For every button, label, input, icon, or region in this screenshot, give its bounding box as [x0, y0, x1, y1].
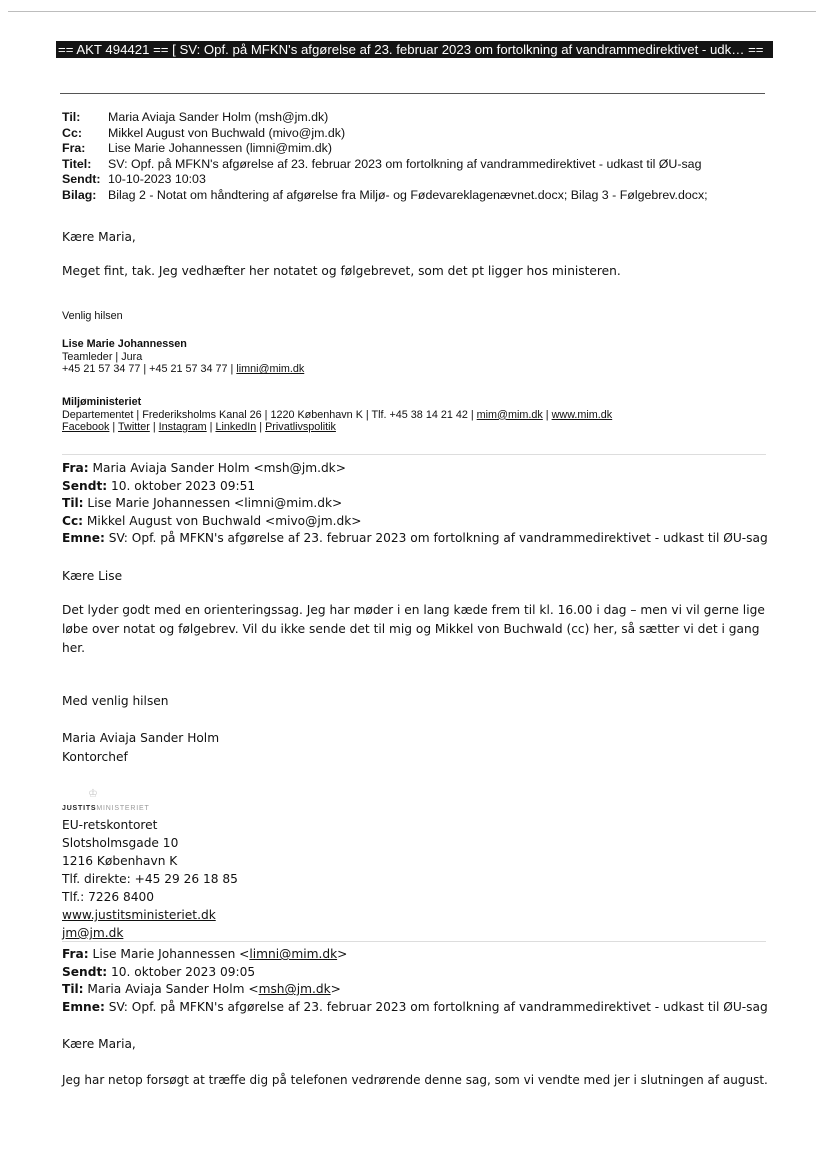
msg3-header — [62, 946, 768, 1016]
msg2-sig-title: Kontorchef — [62, 750, 128, 764]
msg3-from-label: Fra: — [62, 947, 89, 961]
logo-light-text: MINISTERIET — [96, 805, 150, 812]
msg3-to-post: > — [330, 982, 341, 997]
msg2-subject-label: Emne: — [62, 531, 105, 546]
crown-icon: ♔ — [88, 787, 98, 800]
msg1-body: Meget fint, tak. Jeg vedhæfter her notatet og følgebrevet, som det pt ligger hos ministeren. — [62, 264, 621, 278]
msg2-to-label: Til: — [62, 496, 84, 511]
msg3-sent-label: Sendt: — [62, 964, 108, 979]
msg2-sent-label: Sendt: — [62, 478, 108, 493]
msg2-body-line: her. — [62, 641, 85, 655]
header-cc-label: Cc: — [62, 125, 82, 140]
linkedin-link[interactable]: LinkedIn — [215, 421, 257, 434]
header-to-value: Maria Aviaja Sander Holm (msh@jm.dk) — [108, 110, 329, 124]
msg3-to-pre: Maria Aviaja Sander Holm < — [87, 982, 259, 997]
msg2-separator — [62, 454, 766, 455]
header-attachments-label: Bilag: — [62, 187, 97, 202]
msg2-body — [62, 601, 765, 658]
msg2-city: 1216 København K — [62, 854, 178, 868]
msg1-signature — [62, 338, 304, 376]
msg2-cc-label: Cc: — [62, 513, 84, 528]
msg2-to-value: Lise Marie Johannessen <limni@mim.dk> — [87, 496, 343, 511]
msg2-closing: Med venlig hilsen — [62, 694, 169, 708]
msg1-org-address: Departementet | Frederiksholms Kanal 26 | 1220 København K | Tlf. +45 38 14 21 42 | — [62, 408, 477, 421]
msg2-body-line: Det lyder godt med en orienteringssag. Jeg har møder i en lang kæde frem til kl. 16.00 i dag – men vi vil gerne lige — [62, 603, 765, 617]
msg2-office: EU-retskontoret — [62, 818, 158, 832]
msg2-phone-direct: Tlf. direkte: +45 29 26 18 85 — [62, 872, 238, 886]
header-cc-row — [62, 126, 708, 142]
msg2-from-label: Fra: — [62, 461, 89, 475]
msg3-from-email-link[interactable]: limni@mim.dk — [249, 947, 338, 961]
msg3-subject-label: Emne: — [62, 999, 105, 1014]
msg2-signature — [62, 729, 219, 767]
justitsministeriet-logo — [62, 805, 150, 812]
msg2-web-link[interactable]: www.justitsministeriet.dk — [62, 908, 216, 922]
msg1-org-email-link[interactable]: mim@mim.dk — [476, 408, 543, 421]
msg2-email-link[interactable]: jm@jm.dk — [62, 926, 124, 940]
msg2-header — [62, 460, 768, 548]
twitter-link[interactable]: Twitter — [118, 421, 150, 434]
header-sent-label: Sendt: — [62, 172, 101, 187]
msg1-sig-title: Teamleder | Jura — [62, 350, 143, 363]
header-to-label: Til: — [62, 110, 81, 124]
msg3-from-pre: Lise Marie Johannessen < — [92, 947, 250, 961]
header-title-label: Titel: — [62, 156, 92, 171]
msg2-body-line: løbe over notat og følgebrev. Vil du ikke sende det til mig og Mikkel von Buchwald (cc) her, så sætter vi det i gang — [62, 622, 760, 636]
msg1-closing: Venlig hilsen — [62, 310, 123, 322]
msg2-sig-name: Maria Aviaja Sander Holm — [62, 731, 220, 745]
msg1-greeting: Kære Maria, — [62, 230, 136, 244]
header-attachments-value: Bilag 2 - Notat om håndtering af afgørelse fra Miljø- og Fødevareklagenævnet.docx; Bilag 3 - Følgebrev.docx; — [108, 187, 708, 202]
header-sent-value: 10-10-2023 10:03 — [108, 172, 206, 187]
header-title-row — [62, 157, 708, 173]
msg1-org-web-link[interactable]: www.mim.dk — [551, 408, 613, 421]
msg2-from-value: Maria Aviaja Sander Holm <msh@jm.dk> — [92, 461, 346, 475]
header-from-value: Lise Marie Johannessen (limni@mim.dk) — [108, 141, 332, 156]
msg3-sent-value: 10. oktober 2023 09:05 — [111, 964, 256, 979]
msg2-street: Slotsholmsgade 10 — [62, 836, 179, 850]
link-sep: | — [206, 421, 216, 434]
msg1-sig-name: Lise Marie Johannessen — [62, 338, 187, 350]
link-sep: | — [109, 421, 119, 434]
msg1-org-sep: | — [542, 408, 552, 421]
msg3-body: Jeg har netop forsøgt at træffe dig på telefonen vedrørende denne sag, som vi vendte med jer i slutningen af august. — [62, 1073, 768, 1087]
facebook-link[interactable]: Facebook — [62, 421, 110, 434]
msg1-sig-phone: +45 21 57 34 77 | +45 21 57 34 77 | — [62, 363, 237, 376]
header-cc-value: Mikkel August von Buchwald (mivo@jm.dk) — [108, 125, 346, 140]
msg2-greeting: Kære Lise — [62, 569, 123, 583]
msg3-greeting: Kære Maria, — [62, 1037, 136, 1051]
link-sep: | — [256, 421, 266, 434]
msg2-cc-value: Mikkel August von Buchwald <mivo@jm.dk> — [86, 513, 362, 528]
document-banner: == AKT 494421 == [ SV: Opf. på MFKN's afgørelse af 23. februar 2023 om fortolkning af vandrammedirektivet - udk… == — [56, 41, 773, 58]
link-sep: | — [149, 421, 159, 434]
email-header — [62, 110, 708, 204]
instagram-link[interactable]: Instagram — [158, 421, 207, 434]
logo-bold-text: JUSTITS — [62, 805, 97, 812]
header-title-value: SV: Opf. på MFKN's afgørelse af 23. februar 2023 om fortolkning af vandrammedirektivet - udkast til ØU-sag — [108, 156, 702, 171]
msg3-from-post: > — [337, 947, 348, 961]
page-top-rule — [8, 11, 816, 12]
header-from-row — [62, 141, 708, 157]
msg3-subject-value: SV: Opf. på MFKN's afgørelse af 23. februar 2023 om fortolkning af vandrammedirektivet - udkast til ØU-sag — [108, 999, 768, 1014]
msg3-to-label: Til: — [62, 982, 84, 997]
msg3-separator — [62, 941, 766, 942]
header-attachments-row — [62, 188, 708, 204]
msg1-org-block — [62, 396, 612, 434]
msg3-to-email-link[interactable]: msh@jm.dk — [258, 982, 331, 997]
msg2-phone: Tlf.: 7226 8400 — [62, 890, 154, 904]
msg1-org-name: Miljøministeriet — [62, 396, 142, 408]
msg2-address-block — [62, 816, 238, 942]
msg2-subject-value: SV: Opf. på MFKN's afgørelse af 23. februar 2023 om fortolkning af vandrammedirektivet - udkast til ØU-sag — [108, 531, 768, 546]
header-to-row — [62, 110, 708, 126]
msg1-sig-email-link[interactable]: limni@mim.dk — [236, 363, 305, 376]
header-sent-row — [62, 172, 708, 188]
header-rule — [60, 93, 765, 94]
header-from-label: Fra: — [62, 141, 86, 156]
privacy-policy-link[interactable]: Privatlivspolitik — [265, 421, 336, 434]
msg2-sent-value: 10. oktober 2023 09:51 — [111, 478, 256, 493]
